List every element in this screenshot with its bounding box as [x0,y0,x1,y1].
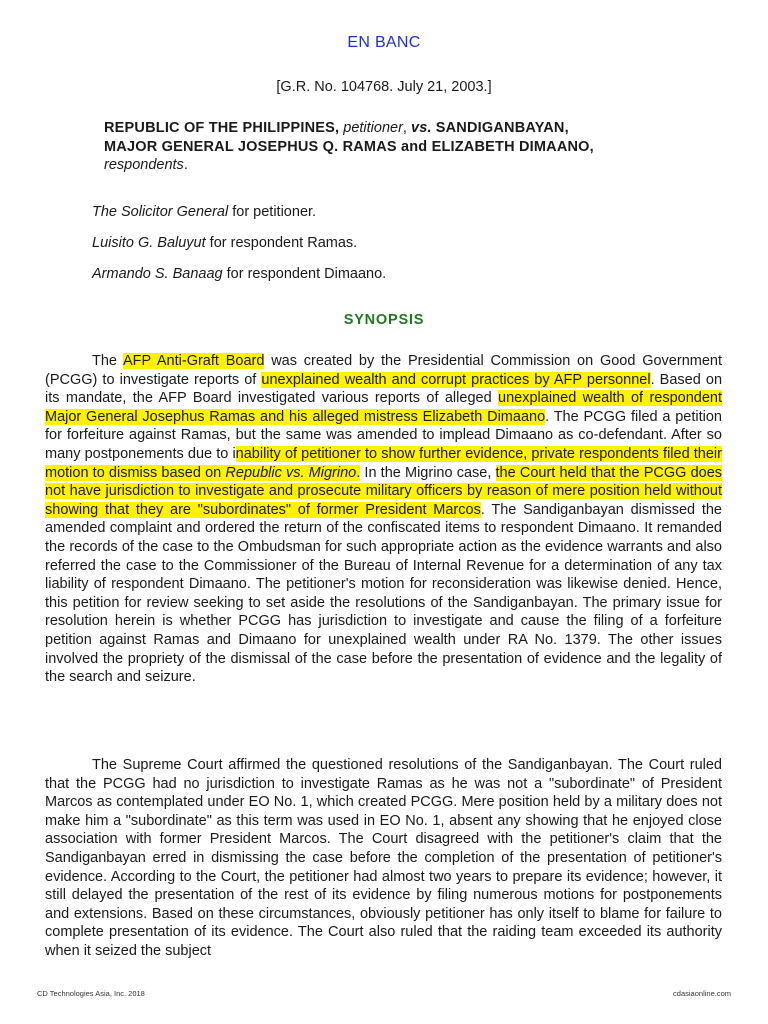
highlighted-case-citation: Republic vs. Migrino [225,464,357,481]
respondent-sandiganbayan: SANDIGANBAYAN, [435,120,569,136]
respondents-role: respondents [104,157,184,173]
highlighted-text: . [356,464,361,481]
case-number: [G.R. No. 104768. July 21, 2003.] [276,79,492,95]
text-run: . The Sandiganbayan dismissed the amended complaint and ordered the return of the confiscated items to respondent Dimaano. It remanded the records of the case to the Ombudsman for such appropriate action as the evidence warrants and also referred the case to the Commissioner of the Bureau of Internal Revenue for a determination of any tax liability of respondent Dimaano. The petitioner's motion for reconsideration was likewise denied. Hence, this petition for review seeking to set aside the resolutions of the Sandiganbayan. The primary issue for resolution herein is whether PCGG has jurisdiction to investigate and cause the filing of a forfeiture petition against Ramas and Dimaano for unexplained wealth under RA No. 1379. The other issues involved the propriety of the dismissal of the case before the presentation of evidence and the legality of the search and seizure. [45,501,722,686]
respondents-names: MAJOR GENERAL JOSEPHUS Q. RAMAS and ELIZABETH DIMAANO, [104,138,594,155]
counsel-line-1 [92,204,316,220]
text-run: was created by the Presidential Commission on Good Government (PCGG) to investigate reports of [45,353,722,388]
highlighted-text: unexplained wealth of respondent Major General Josephus Ramas and his alleged mistress Elizabeth Dimaano [45,390,723,425]
highlighted-text: the Court held that the PCGG does not have jurisdiction to investigate and prosecute military officers by reason of mere position held without showing that they are "subordinates" of former President Marcos [45,464,723,518]
division-heading: EN BANC [347,34,421,51]
counsel-role: for respondent Dimaano. [222,266,387,282]
text-run: . The PCGG filed a petition for forfeiture against Ramas, but the same was amended to implead Dimaano as co-defendant. After so many postponements due to i [45,408,722,462]
petitioner-name: REPUBLIC OF THE PHILIPPINES, [104,120,340,136]
petitioner-role: petitioner [343,120,403,136]
highlighted-text: AFP Anti-Graft Board [122,353,265,369]
synopsis-paragraph-2: The Supreme Court affirmed the questioned resolutions of the Sandiganbayan. The Court ruled that the PCGG had no jurisdiction to investigate Ramas as he was not a "subordinate" of President Marcos as contemplated under EO No. 1, which created PCGG. Mere position held by a military does not make him a "subordinate" as this term was used in EO No. 1, absent any showing that he enjoyed close association with former President Marcos. The Court disagreed with the petitioner's claim that the Sandiganbayan erred in dismissing the case before the completion of the presentation of petitioner's evidence. According to the Court, the petitioner had almost two years to prepare its evidence; however, it still delayed the presentation of the rest of its evidence by filing numerous motions for postponements and extensions. Based on these circumstances, obviously petitioner has only itself to blame for failure to complete presentation of its evidence. The Court also ruled that the raiding team exceeded its authority when it seized the subject [45,757,722,959]
text-run: In the Migrino case, [360,464,496,481]
text-run: The [92,353,123,369]
counsel-line-3 [92,266,386,282]
highlighted-text: nability of petitioner to show further evidence, private respondents filed their motion to dismiss based on [45,445,722,481]
text-run: . Based on its mandate, the AFP Board investigated various reports of alleged [45,371,723,407]
counsel-name: Luisito G. Baluyut [92,235,206,251]
counsel-name: The Solicitor General [92,204,229,220]
highlighted-text: unexplained wealth and corrupt practices by AFP personnel [261,371,651,388]
counsel-role: for respondent Ramas. [205,235,358,251]
synopsis-paragraph-1 [45,352,722,687]
footer-publisher: CD Technologies Asia, Inc. 2018 [37,989,145,998]
synopsis-heading: SYNOPSIS [343,312,425,328]
case-parties: REPUBLIC OF THE PHILIPPINES, petitioner, vs. SANDIGANBAYAN, MAJOR GENERAL JOSEPHUS Q. RAMAS and ELIZABETH DIMAANO, respondents. [104,120,594,173]
footer-website: cdasiaonline.com [673,989,731,998]
counsel-role: for petitioner. [228,204,317,220]
counsel-name: Armando S. Banaag [92,266,223,282]
counsel-line-2 [92,235,357,251]
versus: vs. [410,120,432,136]
